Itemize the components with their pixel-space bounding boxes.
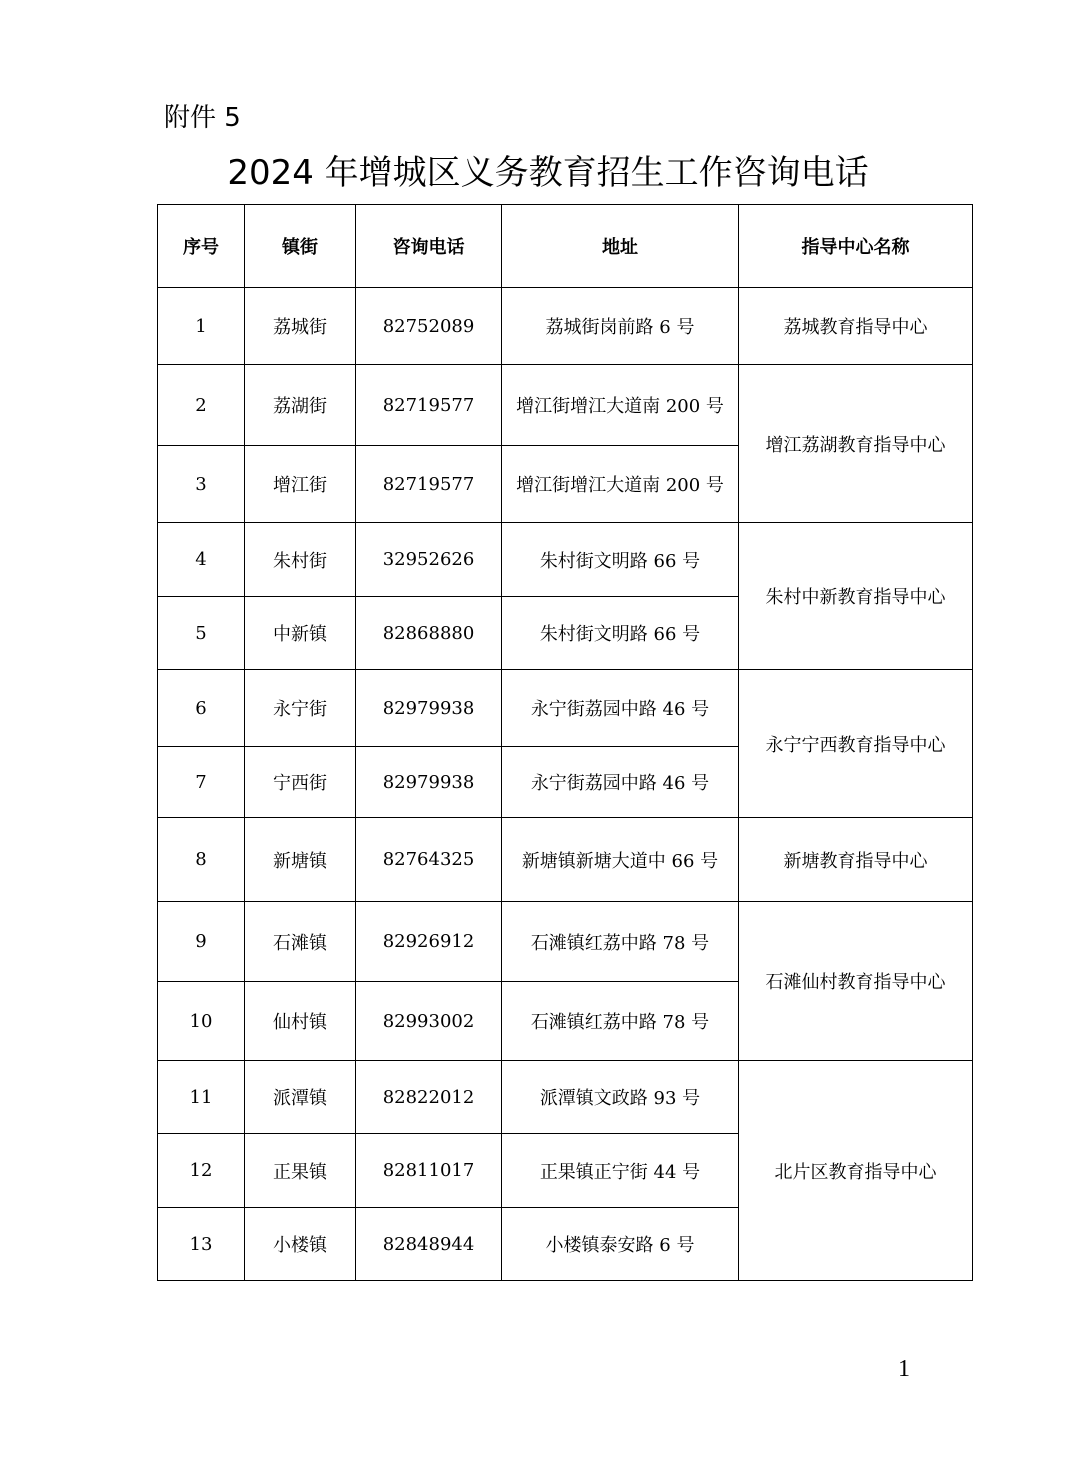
row-town: 荔城街: [245, 288, 356, 365]
row-center: 增江荔湖教育指导中心: [739, 365, 973, 523]
table-row: [158, 1061, 973, 1134]
row-phone: 82719577: [356, 365, 502, 446]
row-town: 中新镇: [245, 597, 356, 670]
row-address: 朱村街文明路 66 号: [502, 523, 739, 597]
row-center: 新塘教育指导中心: [739, 818, 973, 902]
document-title: 2024 年增城区义务教育招生工作咨询电话: [227, 153, 869, 193]
page-number: 1: [898, 1356, 910, 1382]
row-address: 石滩镇红荔中路 78 号: [502, 902, 739, 982]
row-address: 永宁街荔园中路 46 号: [502, 747, 739, 818]
row-phone: 82979938: [356, 747, 502, 818]
row-town: 正果镇: [245, 1134, 356, 1208]
row-no: 6: [158, 670, 245, 747]
row-town: 永宁街: [245, 670, 356, 747]
row-no: 8: [158, 818, 245, 902]
row-phone: 82993002: [356, 982, 502, 1061]
row-address: 派潭镇文政路 93 号: [502, 1061, 739, 1134]
row-town: 石滩镇: [245, 902, 356, 982]
row-address: 新塘镇新塘大道中 66 号: [502, 818, 739, 902]
row-phone: 32952626: [356, 523, 502, 597]
row-town: 派潭镇: [245, 1061, 356, 1134]
attachment-label: 附件 5: [164, 103, 241, 133]
row-no: 3: [158, 446, 245, 523]
table-row: [158, 670, 973, 747]
row-phone: 82822012: [356, 1061, 502, 1134]
row-center: 石滩仙村教育指导中心: [739, 902, 973, 1061]
row-town: 小楼镇: [245, 1208, 356, 1281]
row-town: 宁西街: [245, 747, 356, 818]
row-no: 13: [158, 1208, 245, 1281]
row-phone: 82764325: [356, 818, 502, 902]
row-phone: 82719577: [356, 446, 502, 523]
row-no: 7: [158, 747, 245, 818]
row-center: 朱村中新教育指导中心: [739, 523, 973, 670]
row-town: 朱村街: [245, 523, 356, 597]
row-address: 增江街增江大道南 200 号: [502, 446, 739, 523]
row-no: 12: [158, 1134, 245, 1208]
row-phone: 82848944: [356, 1208, 502, 1281]
row-phone: 82868880: [356, 597, 502, 670]
header-center: 指导中心名称: [739, 205, 973, 288]
row-address: 石滩镇红荔中路 78 号: [502, 982, 739, 1061]
row-no: 5: [158, 597, 245, 670]
row-address: 朱村街文明路 66 号: [502, 597, 739, 670]
table-row: [158, 365, 973, 446]
row-no: 4: [158, 523, 245, 597]
header-address: 地址: [502, 205, 739, 288]
row-address: 荔城街岗前路 6 号: [502, 288, 739, 365]
row-no: 2: [158, 365, 245, 446]
row-town: 荔湖街: [245, 365, 356, 446]
table-row: [158, 523, 973, 597]
row-town: 新塘镇: [245, 818, 356, 902]
row-phone: 82926912: [356, 902, 502, 982]
row-town: 仙村镇: [245, 982, 356, 1061]
row-phone: 82752089: [356, 288, 502, 365]
row-address: 正果镇正宁街 44 号: [502, 1134, 739, 1208]
row-no: 11: [158, 1061, 245, 1134]
table-row: [158, 818, 973, 902]
header-town: 镇街: [245, 205, 356, 288]
row-no: 10: [158, 982, 245, 1061]
table-row: [158, 902, 973, 982]
table-row: [158, 288, 973, 365]
row-address: 增江街增江大道南 200 号: [502, 365, 739, 446]
row-no: 9: [158, 902, 245, 982]
row-center: 北片区教育指导中心: [739, 1061, 973, 1281]
row-center: 荔城教育指导中心: [739, 288, 973, 365]
row-center: 永宁宁西教育指导中心: [739, 670, 973, 818]
row-phone: 82979938: [356, 670, 502, 747]
row-address: 小楼镇泰安路 6 号: [502, 1208, 739, 1281]
header-no: 序号: [158, 205, 245, 288]
row-town: 增江街: [245, 446, 356, 523]
row-address: 永宁街荔园中路 46 号: [502, 670, 739, 747]
header-phone: 咨询电话: [356, 205, 502, 288]
row-phone: 82811017: [356, 1134, 502, 1208]
consultation-phone-table: [157, 204, 973, 1281]
row-no: 1: [158, 288, 245, 365]
table-header-row: [158, 205, 973, 288]
